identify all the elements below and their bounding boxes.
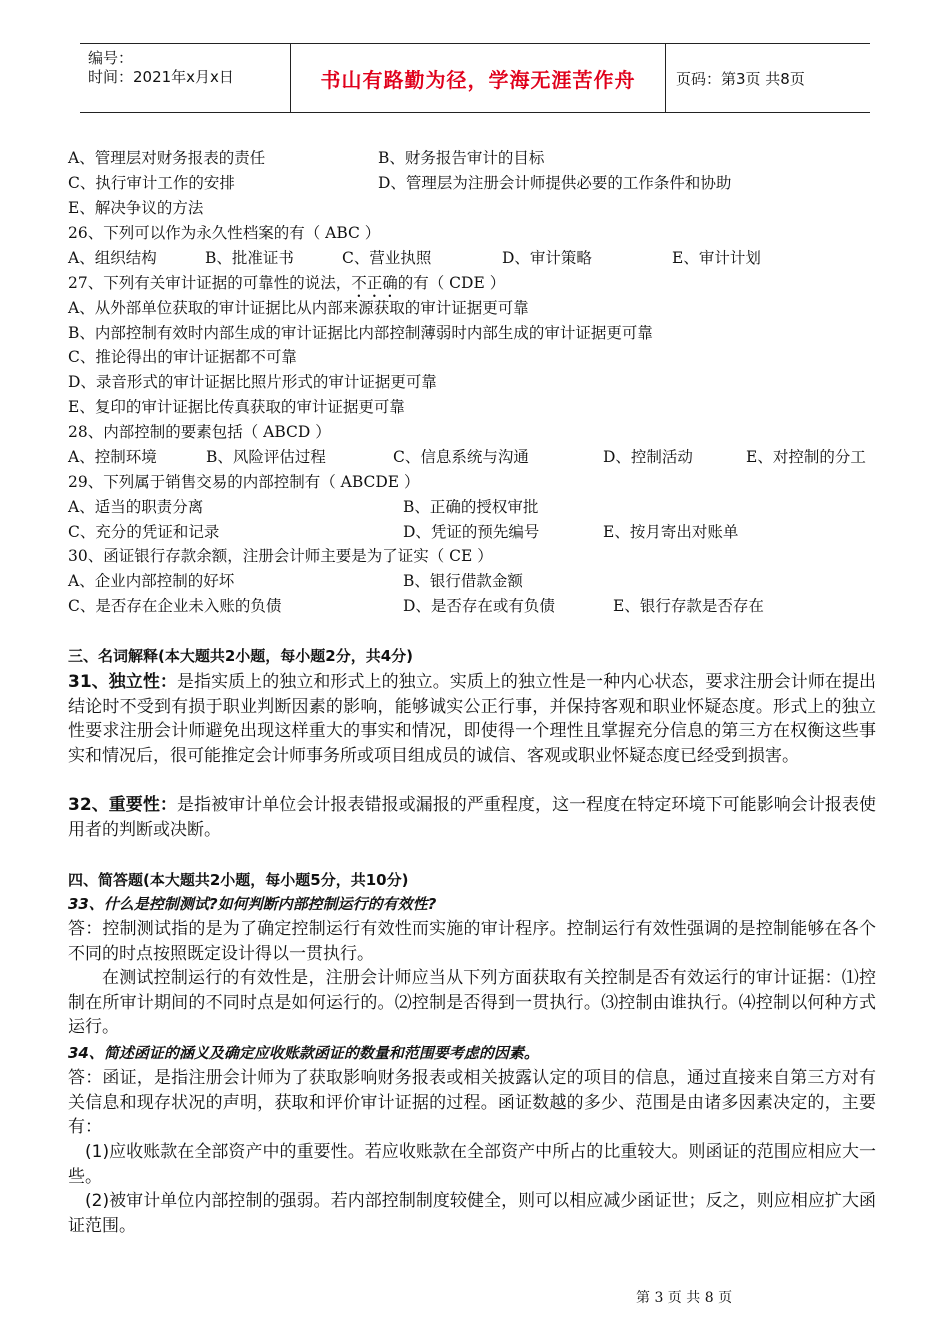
option-d: D、是否存在或有负债	[403, 597, 555, 615]
answer-34-part-1: 答：函证，是指注册会计师为了获取影响财务报表或相关披露认定的项目的信息，通过直接来自第三方对有关信息和现存状况的声明，获取和评价审计证据的过程。函证数越的多少、范围是由诸多因素决定的，主要有：	[68, 1068, 876, 1137]
option-a: A、管理层对财务报表的责任	[68, 149, 266, 167]
header-meta	[80, 44, 291, 112]
answer-32	[68, 793, 876, 842]
question-27-prefix: 27、下列有关审计证据的可靠性的说法，	[68, 274, 352, 292]
answer-31	[68, 670, 876, 768]
option-a: A、从外部单位获取的审计证据比从内部来源获取的审计证据更可靠	[68, 299, 529, 317]
option-e: E、复印的审计证据比传真获取的审计证据更可靠	[68, 398, 405, 416]
question-27-emphasis: 不正确	[351, 274, 398, 292]
option-e: E、按月寄出对账单	[603, 523, 739, 541]
option-b: B、财务报告审计的目标	[378, 149, 545, 167]
option-b: B、银行借款金额	[403, 572, 523, 590]
question-30: 30、函证银行存款余额，注册会计师主要是为了证实（ CE ）	[68, 547, 493, 565]
option-e: E、审计计划	[672, 249, 761, 267]
answer-34-part-3: (2)被审计单位内部控制的强弱。若内部控制制度较健全，则可以相应减少函证世；反之，则应相应扩大函证范围。	[68, 1191, 876, 1236]
option-d: D、审计策略	[502, 249, 592, 267]
option-c: C、是否存在企业未入账的负债	[68, 597, 282, 615]
option-d: D、控制活动	[603, 448, 693, 466]
option-b: B、正确的授权审批	[403, 498, 539, 516]
term-31: 31、独立性：	[68, 672, 177, 692]
question-29: 29、下列属于销售交易的内部控制有（ ABCDE ）	[68, 473, 420, 491]
option-a: A、企业内部控制的好坏	[68, 572, 235, 590]
section-3-title: 三、名词解释(本大题共2小题，每小题2分，共4分)	[68, 647, 414, 665]
question-27	[68, 273, 505, 301]
date-label: 时间：2021年x月x日	[88, 68, 234, 86]
answer-34-part-2: (1)应收账款在全部资产中的重要性。若应收账款在全部资产中所占的比重较大。则函证的范围应相应大一些。	[68, 1142, 876, 1187]
option-d: D、凭证的预先编号	[403, 523, 540, 541]
page-footer: 第 3 页 共 8 页	[636, 1290, 733, 1306]
option-c: C、信息系统与沟通	[393, 448, 529, 466]
option-e: E、银行存款是否存在	[613, 597, 764, 615]
page-header	[80, 43, 870, 113]
option-a: A、适当的职责分离	[68, 498, 204, 516]
option-b: B、批准证书	[205, 249, 294, 267]
answer-33-part-1: 答：控制测试指的是为了确定控制运行有效性而实施的审计程序。控制运行有效性强调的是控制能够在各个不同的时点按照既定设计得以一贯执行。	[68, 919, 876, 964]
answer-33-part-2: 在测试控制运行的有效性是，注册会计师应当从下列方面获取有关控制是否有效运行的审计证据：⑴控制在所审计期间的不同时点是如何运行的。⑵控制是否得到一贯执行。⑶控制由谁执行。⑷控制以何种方式运行。	[68, 968, 876, 1037]
option-c: C、充分的凭证和记录	[68, 523, 220, 541]
question-27-suffix: 的有（ CDE ）	[397, 274, 506, 292]
question-33: 33、什么是控制测试?如何判断内部控制运行的有效性?	[68, 895, 437, 913]
option-e: E、对控制的分工	[746, 448, 866, 466]
definition-31: 是指实质上的独立和形式上的独立。实质上的独立性是一种内心状态，要求注册会计师在提出结论时不受到有损于职业判断因素的影响，能够诚实公正行事，并保持客观和职业怀疑态度。形式上的独立性要求注册会计师避免出现这样重大的事实和情况，即使得一个理性且掌握充分信息的第三方在权衡这些事实和情况后，很可能推定会计师事务所或项目组成员的诚信、客观或职业怀疑态度已经受到损害。	[68, 672, 876, 766]
definition-32: 是指被审计单位会计报表错报或漏报的严重程度，这一程度在特定环境下可能影响会计报表使用者的判断或决断。	[68, 795, 876, 840]
header-page-label: 页码：第3页 共8页	[676, 69, 805, 88]
section-4-title: 四、简答题(本大题共2小题，每小题5分，共10分)	[68, 871, 409, 889]
option-b: B、内部控制有效时内部生成的审计证据比内部控制薄弱时内部生成的审计证据更可靠	[68, 324, 653, 342]
question-34: 34、简述函证的涵义及确定应收账款函证的数量和范围要考虑的因素。	[68, 1044, 539, 1062]
term-32: 32、重要性：	[68, 795, 177, 815]
option-e: E、解决争议的方法	[68, 199, 204, 217]
header-motto: 书山有路勤为径，学海无涯苦作舟	[291, 44, 666, 112]
option-d: D、管理层为注册会计师提供必要的工作条件和协助	[378, 174, 732, 192]
option-c: C、执行审计工作的安排	[68, 174, 235, 192]
option-a: A、组织结构	[68, 249, 157, 267]
option-a: A、控制环境	[68, 448, 157, 466]
question-28: 28、内部控制的要素包括（ ABCD ）	[68, 423, 331, 441]
number-label: 编号：	[88, 49, 134, 67]
option-d: D、录音形式的审计证据比照片形式的审计证据更可靠	[68, 373, 437, 391]
option-b: B、风险评估过程	[206, 448, 326, 466]
option-c: C、营业执照	[342, 249, 432, 267]
option-c: C、推论得出的审计证据都不可靠	[68, 348, 297, 366]
question-26: 26、下列可以作为永久性档案的有（ ABC ）	[68, 224, 381, 242]
